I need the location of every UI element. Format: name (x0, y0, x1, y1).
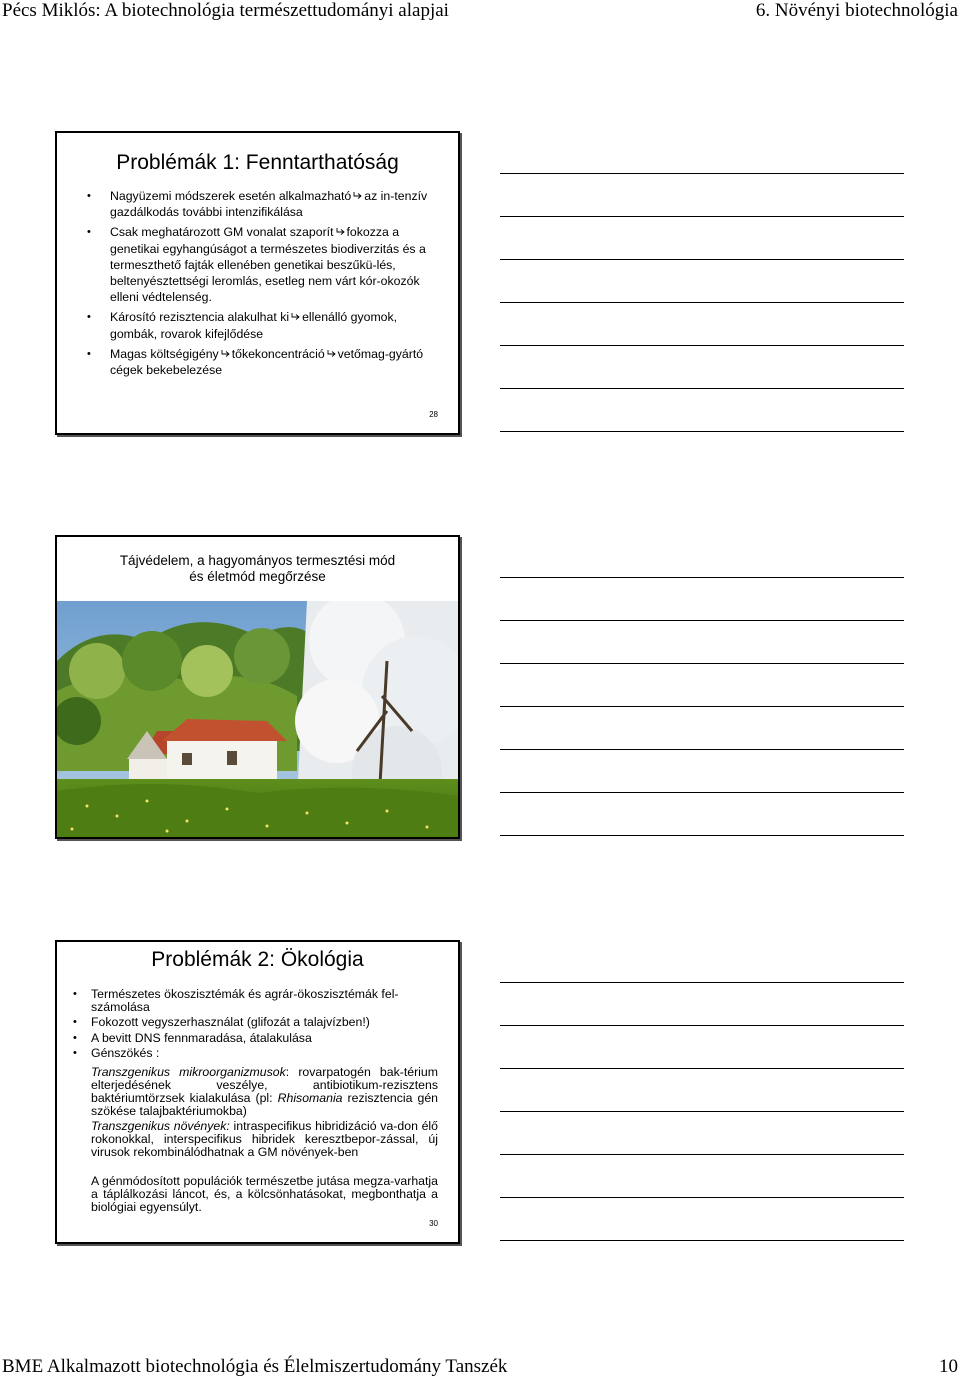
note-line (500, 982, 904, 983)
slide-number: 28 (429, 410, 438, 419)
paragraph-populations: A génmódosított populációk természetbe jutása megza-varhatja a táplálkozási láncot, és, a kölcsönhatásokat, megbonthatja a biológiai egyensúlyt. (91, 1174, 438, 1214)
list-item: • Természetes ökoszisztémák és agrár-ökoszisztémák fel-számolása (57, 988, 458, 1014)
slide-28 (55, 131, 460, 435)
note-line (500, 1240, 904, 1241)
italic-term: Transzgenikus növények: (91, 1119, 230, 1133)
note-line (500, 749, 904, 750)
arrow-icon (221, 349, 230, 357)
note-line (500, 345, 904, 346)
header-left-title: Pécs Miklós: A biotechnológia természettudományi alapjai (2, 0, 449, 21)
paragraph-text: intraspecifikus hibridizáció va-don élő rokonokkal, interspecifikus hibridek keresztbepor-zással, új virusok rekombinálódhatnak a GM növények-ben (91, 1119, 439, 1159)
bullet-text: vetőmag-gyártó cégek bekebelezése (110, 346, 424, 378)
slide-title-line: Tájvédelem, a hagyományos termesztési mód (119, 553, 396, 568)
slide-title: Problémák 2: Ökológia (151, 948, 364, 971)
page-header (0, 0, 960, 24)
note-line (500, 1154, 904, 1155)
arrow-icon (327, 349, 336, 357)
list-item (57, 309, 458, 341)
note-line (500, 388, 904, 389)
list-item (57, 188, 458, 220)
bullet-list (57, 988, 458, 1062)
note-line (500, 706, 904, 707)
header-right-title: 6. Növényi biotechnológia (755, 0, 958, 21)
paragraph-plants (91, 1120, 438, 1159)
bullet-text: Magas költségigény (110, 346, 219, 361)
bullet-text: tőkekoncentráció (231, 346, 325, 361)
slide-number: 30 (429, 1219, 438, 1228)
list-item: • Génszökés : (57, 1047, 458, 1060)
note-line (500, 259, 904, 260)
note-line (500, 1197, 904, 1198)
page-footer (0, 1356, 960, 1380)
note-line (500, 663, 904, 664)
note-line (500, 835, 904, 836)
slide-title (57, 553, 458, 585)
bullet-list (57, 188, 458, 382)
paragraph-microorganisms (91, 1066, 438, 1118)
list-item (57, 224, 458, 305)
landscape-photo (57, 601, 458, 837)
arrow-icon (336, 227, 345, 235)
slide-title: Problémák 1: Fenntarthatóság (116, 151, 399, 174)
list-item: • Fokozott vegyszerhasználat (glifozát a talajvízben!) (57, 1016, 458, 1029)
arrow-icon (353, 191, 362, 199)
bullet-text: fokozza a genetikai egyhangúságot a természetes biodiverzitás és a termeszthető fajták ellenében genetikai beszűkü-lés, beltenyésztettségi leromlás, esetleg nem várt kór-okozók elleni védtelenség. (110, 225, 426, 305)
footer-page-number: 10 (939, 1356, 958, 1377)
bullet-text: Károsító rezisztencia alakulhat ki (110, 310, 290, 325)
note-line (500, 1025, 904, 1026)
note-line (500, 431, 904, 432)
footer-department: BME Alkalmazott biotechnológia és Élelmiszertudomány Tanszék (2, 1356, 508, 1377)
slide-title-line: és életmód megőrzése (189, 569, 326, 584)
paragraph-text: : rovarpatogén bak-térium elterjedésének veszélye, antibiotikum-rezisztens baktériumtörzsek kialakulása (pl: (91, 1065, 438, 1105)
note-line (500, 1068, 904, 1069)
note-line (500, 620, 904, 621)
note-line (500, 302, 904, 303)
list-item (57, 346, 458, 378)
note-line (500, 216, 904, 217)
slide-29 (55, 535, 460, 839)
bullet-text: Csak meghatározott GM vonalat szaporít (110, 225, 334, 240)
italic-term: Rhisomania (277, 1091, 343, 1105)
note-line (500, 1111, 904, 1112)
italic-term: Transzgenikus mikroorganizmusok (91, 1065, 286, 1079)
slide-30 (55, 940, 460, 1244)
bullet-text: Nagyüzemi módszerek esetén alkalmazható (110, 189, 352, 203)
paragraph-text: rezisztencia gén szökése talajbaktériumokba) (91, 1091, 438, 1118)
arrow-icon (291, 312, 300, 320)
bullet-text: az in-tenzív gazdálkodás további intenzifikálása (110, 189, 428, 220)
note-line (500, 577, 904, 578)
note-line (500, 792, 904, 793)
list-item: • A bevitt DNS fennmaradása, átalakulása (57, 1032, 458, 1045)
note-line (500, 173, 904, 174)
bullet-text: ellenálló gyomok, gombák, rovarok kifejlődése (110, 310, 398, 341)
